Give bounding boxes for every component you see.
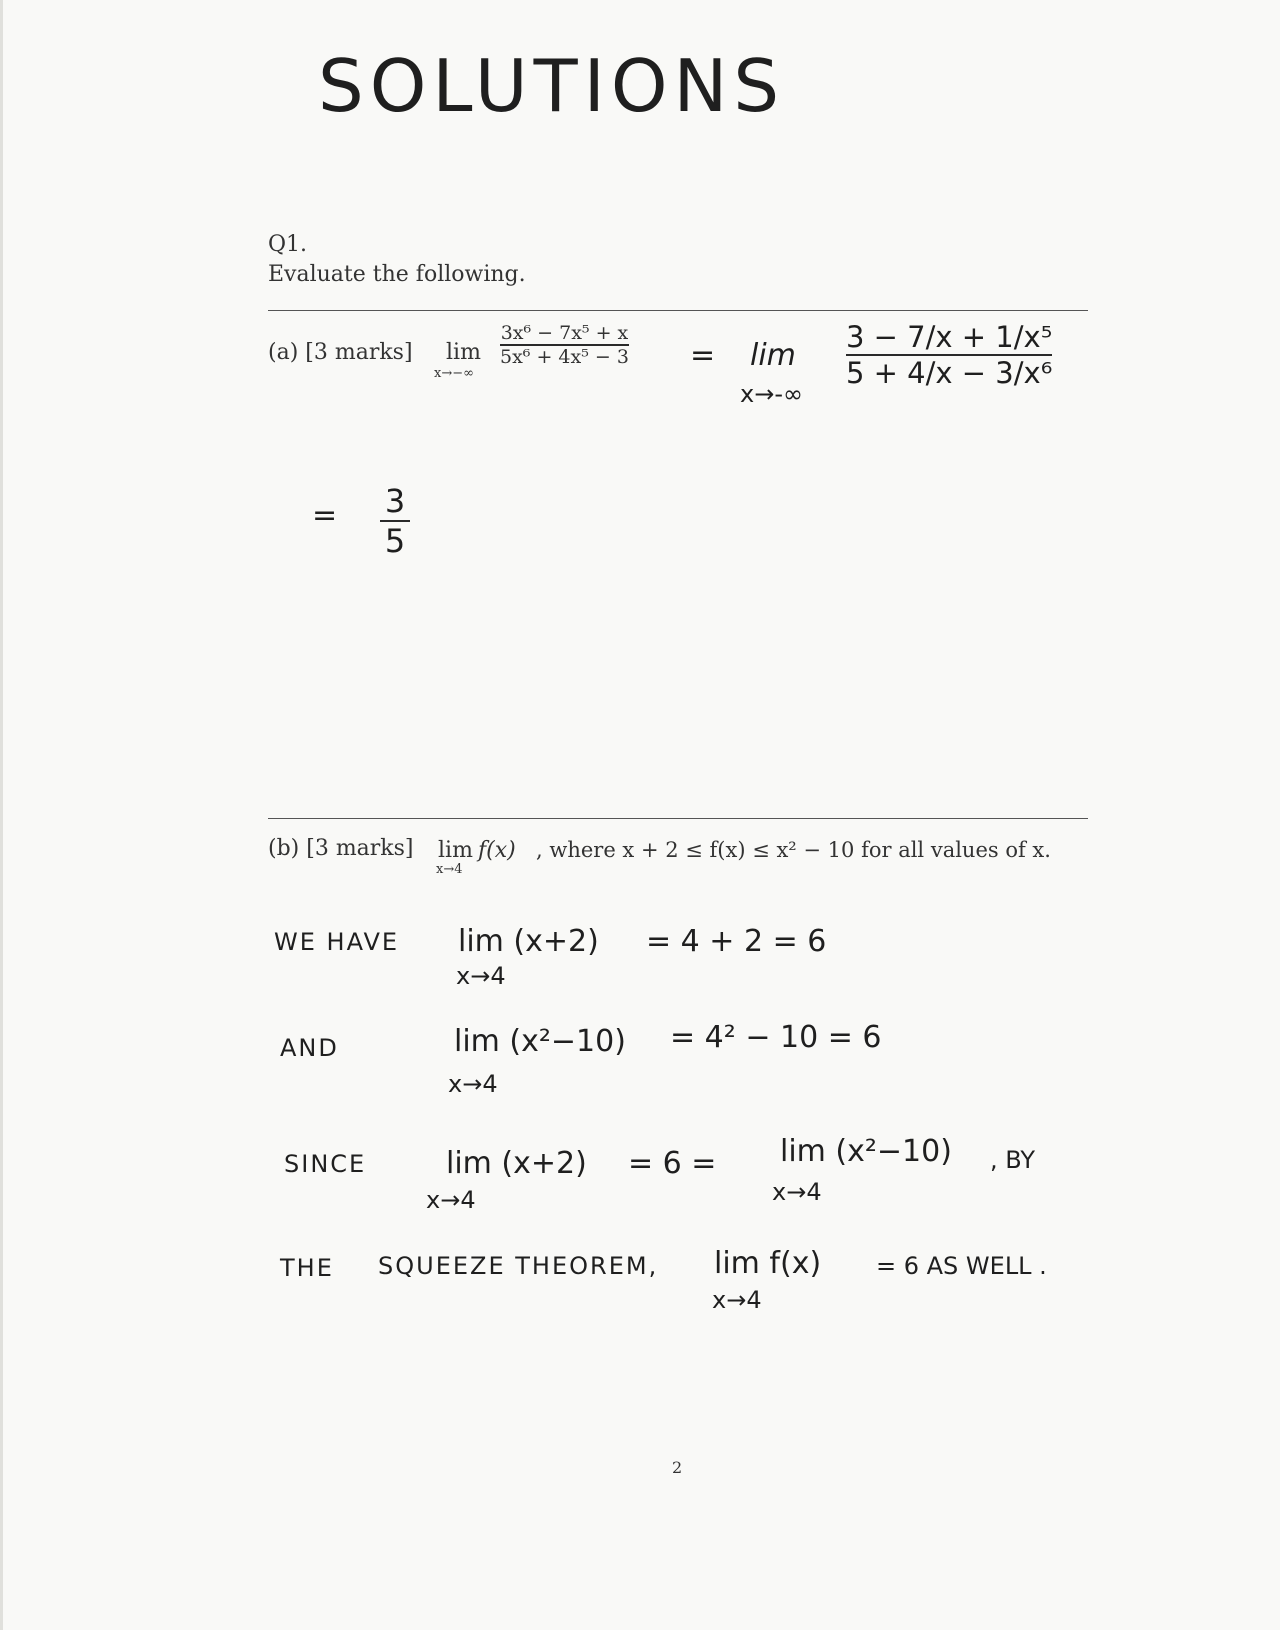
question-label: Q1.	[268, 232, 308, 257]
part-a-step-fraction	[846, 320, 1052, 390]
line4-lead: THE	[280, 1254, 334, 1282]
part-b-condition: , where x + 2 ≤ f(x) ≤ x² − 10 for all values of x.	[536, 838, 1051, 862]
line3-sub: x→4	[426, 1186, 476, 1214]
part-b-lim-fx: f(x)	[478, 838, 516, 863]
divider-top	[268, 310, 1088, 311]
line4-sub: x→4	[712, 1286, 762, 1314]
part-b-label: (b) [3 marks]	[268, 836, 414, 861]
part-a-lim-sub: x→−∞	[434, 366, 474, 381]
part-a-step-denominator: 5 + 4/x − 3/x⁶	[846, 355, 1053, 390]
line4-text: SQUEEZE THEOREM,	[378, 1252, 659, 1280]
line3-sub2: x→4	[772, 1178, 822, 1206]
question-instruction: Evaluate the following.	[268, 262, 526, 287]
part-a-step-eq: =	[690, 338, 716, 373]
line2-rest: = 4² − 10 = 6	[670, 1020, 882, 1055]
line3-mid: = 6 =	[628, 1146, 717, 1181]
line2-lead: AND	[280, 1034, 339, 1062]
line1-lead: WE HAVE	[274, 928, 400, 956]
part-a-label: (a) [3 marks]	[268, 340, 413, 365]
part-a-step-sub: x→-∞	[740, 380, 803, 408]
part-a-step-lim: lim	[750, 338, 796, 373]
scan-edge	[0, 0, 3, 1630]
part-a-result-eq: =	[312, 498, 338, 533]
part-a-result-numerator: 3	[384, 482, 406, 520]
part-a-result-fraction	[380, 482, 410, 560]
part-a-numerator: 3x⁶ − 7x⁵ + x	[500, 322, 629, 344]
part-b-lim: lim	[438, 838, 473, 863]
line1-rest: = 4 + 2 = 6	[646, 924, 827, 959]
page-title: SOLUTIONS	[318, 44, 786, 128]
line3-lead: SINCE	[284, 1150, 367, 1178]
page-number: 2	[672, 1458, 683, 1477]
line1-sub: x→4	[456, 962, 506, 990]
line4-lim: lim f(x)	[714, 1246, 822, 1281]
part-a-fraction	[500, 322, 629, 368]
line3-tail: , BY	[990, 1146, 1036, 1174]
line2-sub: x→4	[448, 1070, 498, 1098]
part-b-lim-sub: x→4	[436, 862, 463, 877]
line3-lim: lim (x+2)	[446, 1146, 587, 1181]
line4-tail: = 6 AS WELL .	[876, 1252, 1047, 1280]
line1-lim: lim (x+2)	[458, 924, 599, 959]
part-a-denominator: 5x⁶ + 4x⁵ − 3	[500, 345, 629, 368]
divider-middle	[268, 818, 1088, 819]
line2-lim: lim (x²−10)	[454, 1024, 626, 1059]
part-a-result-denominator: 5	[384, 521, 406, 560]
line3-lim2: lim (x²−10)	[780, 1134, 952, 1169]
part-a-lim: lim	[446, 340, 481, 365]
part-a-step-numerator: 3 − 7/x + 1/x⁵	[846, 320, 1053, 354]
